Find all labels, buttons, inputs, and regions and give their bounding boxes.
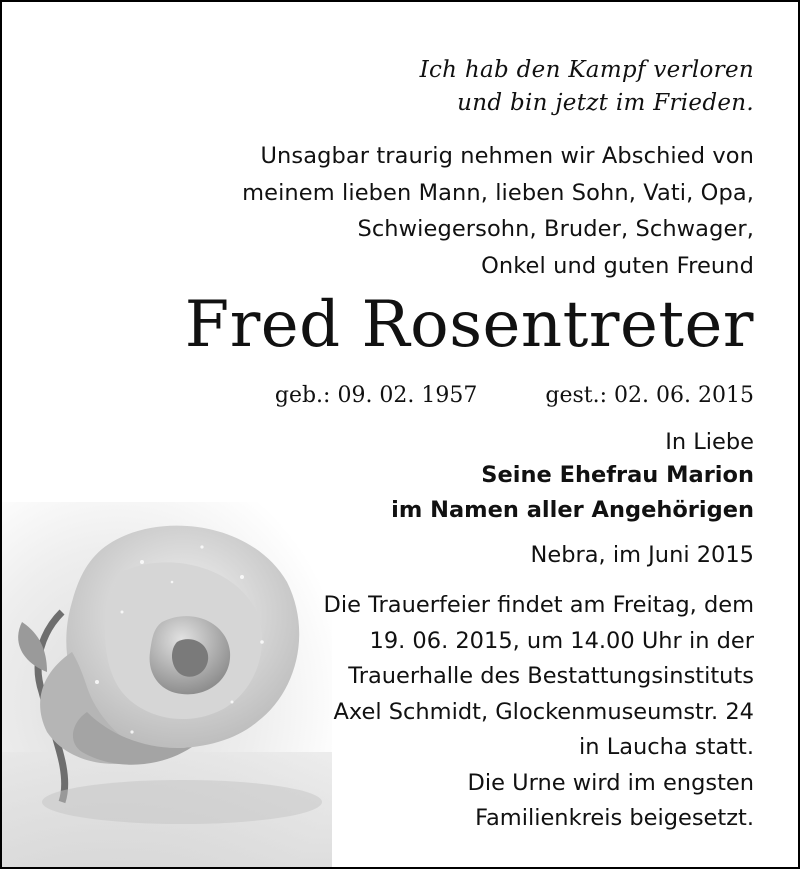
intro-line: Unsagbar traurig nehmen wir Abschied von [260, 143, 754, 169]
service-line: in Laucha statt. [579, 734, 754, 760]
deceased-name: Fred Rosentreter [184, 288, 754, 362]
signers [391, 458, 754, 528]
intro-line: Schwiegersohn, Bruder, Schwager, [357, 216, 754, 242]
life-dates [275, 380, 754, 412]
motto [420, 54, 754, 120]
signer-line: Seine Ehefrau Marion [481, 462, 754, 488]
intro-text [242, 138, 754, 284]
intro-line: meinem lieben Mann, lieben Sohn, Vati, Opa, [242, 179, 754, 206]
service-line: 19. 06. 2015, um 14.00 Uhr in der [369, 627, 754, 654]
motto-line: Ich hab den Kampf verloren [419, 57, 754, 83]
service-line: Die Trauerfeier findet am Freitag, dem [323, 592, 754, 618]
service-line: Axel Schmidt, Glockenmuseumstr. 24 [333, 698, 754, 725]
service-line: Trauerhalle des Bestattungsinstituts [348, 663, 754, 689]
funeral-service-text [324, 588, 754, 837]
place-date: Nebra, im Juni 2015 [530, 542, 754, 568]
motto-line: und bin jetzt im Frieden. [457, 90, 754, 116]
death-date: gest.: 02. 06. 2015 [545, 383, 754, 408]
signer-line: im Namen aller Angehörigen [391, 497, 754, 523]
intro-line: Onkel und guten Freund [481, 252, 754, 279]
in-love-label: In Liebe [665, 429, 754, 455]
birth-date: geb.: 09. 02. 1957 [274, 383, 478, 408]
service-line: Familienkreis beigesetzt. [475, 805, 754, 831]
service-line: Die Urne wird im engsten [467, 769, 754, 796]
rose-image [2, 502, 332, 867]
